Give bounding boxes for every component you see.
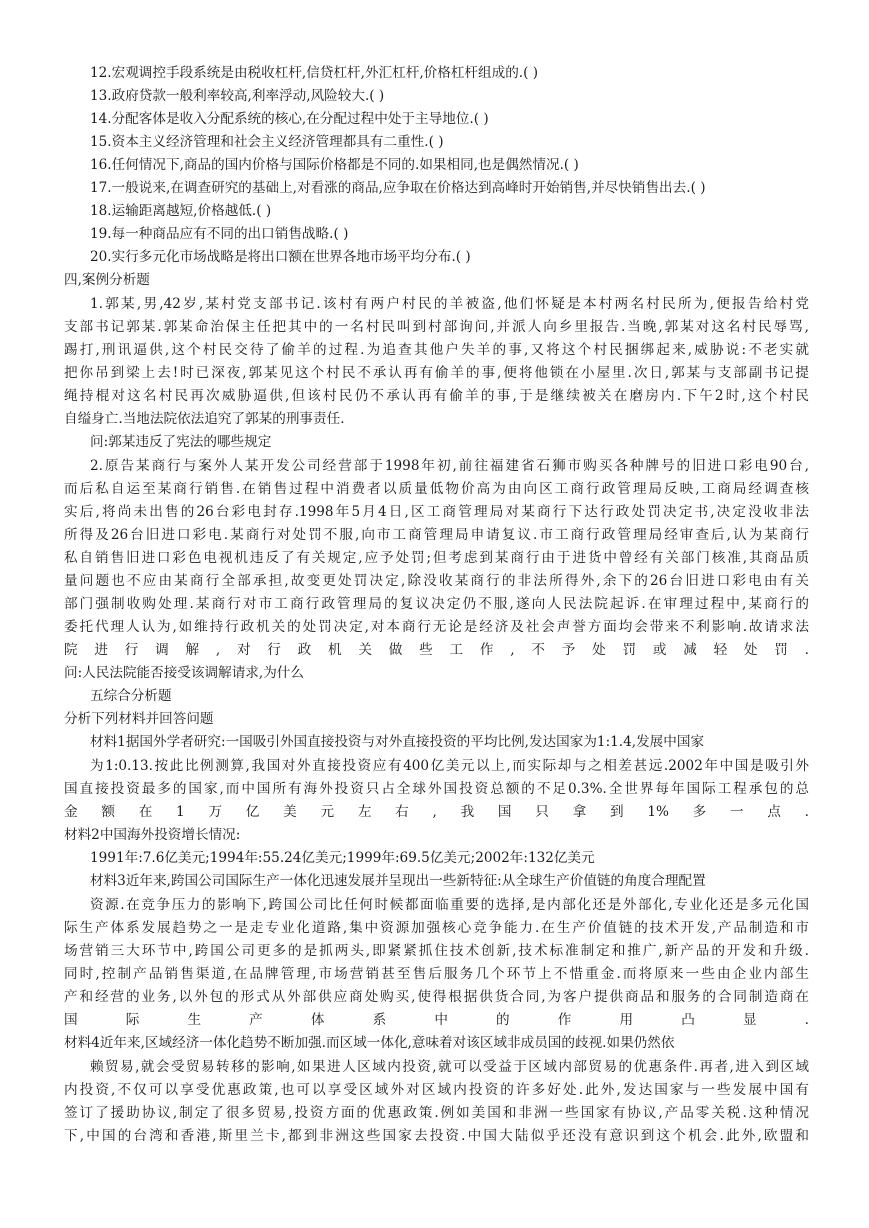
question-16: 16.任何情况下,商品的国内价格与国际价格都是不同的.如果相同,也是偶然情况.( ) [90, 157, 579, 173]
case-1-line: 自缢身亡.当地法院依法追究了郭某的刑事责任. [64, 411, 345, 427]
question-20: 20.实行多元化市场战略是将出口额在世界各地市场平均分布.( ) [90, 249, 471, 265]
case-2-line: 所得及26台旧进口彩电.某商行对处罚不服,向市工商管理局申请复议.市工商行政管理局经审查后,认为某商行 [64, 527, 809, 543]
section-heading-comprehensive: 分析下列材料并回答问题 [64, 711, 214, 727]
material-3-line: 资源.在竞争压力的影响下,跨国公司比任何时候都面临重要的选择,是内部化还是外部化,专业化还是多元化国 [90, 897, 809, 913]
material-1-line: 国直接投资最多的国家,而中国所有海外投资只占全球外国投资总额的不足0.3%.全世界每年国际工程承包的总 [64, 781, 809, 797]
case-1-line: 1.郭某,男,42岁,某村党支部书记.该村有两户村民的羊被盗,他们怀疑是本村两名村民所为,便报告给村党 [90, 296, 809, 312]
case-2-line: 2.原告某商行与案外人某开发公司经营部于1998年初,前往福建省石狮市购买各种牌号的旧进口彩电90台, [90, 458, 809, 474]
material-2-title: 1991年:7.6亿美元;1994年:55.24亿美元;1999年:69.5亿美元;2002年:132亿美元 [90, 850, 595, 866]
case-1-line: 把你吊到梁上去!时已深夜,郭某见这个村民不承认再有偷羊的事,便将他锁在小屋里.次日,郭某与支部副书记提 [64, 365, 809, 381]
question-15: 15.资本主义经济管理和社会主义经济管理都具有二重性.( ) [90, 134, 444, 150]
case-2-question: 五综合分析题 [90, 688, 172, 704]
material-3-line: 材料4近年来,区域经济一体化趋势不断加强.而区域一体化,意味着对该区域非成员国的歧视.如果仍然依 [64, 1035, 675, 1051]
material-1-line: 金额在1万亿美元左右,我国只拿到1%多一点. [64, 804, 809, 820]
question-12: 12.宏观调控手段系统是由税收杠杆,信贷杠杆,外汇杠杆,价格杠杆组成的.( ) [90, 65, 539, 81]
question-19: 19.每一种商品应有不同的出口销售战略.( ) [90, 226, 349, 242]
case-2-line: 部门强制收购处理.某商行对市工商行政管理局的复议决定仍不服,遂向人民法院起诉.在审理过程中,某商行的 [64, 596, 809, 612]
case-1-line: 踢打,刑讯逼供,这个村民交待了偷羊的过程.为追查其他户失羊的事,又将这个村民捆绑起来,威胁说:不老实就 [64, 342, 809, 358]
case-1-question: 问:郭某违反了宪法的哪些规定 [90, 434, 272, 450]
case-1-line: 支部书记郭某.郭某命治保主任把其中的一名村民叫到村部询问,并派人向乡里报告.当晚,郭某对这名村民辱骂, [64, 319, 809, 335]
case-1-line: 绳持棍对这名村民再次威胁逼供,但该村民仍不承认再有偷羊的事,于是继续被关在磨房内.下午2时,这个村民 [64, 388, 809, 404]
material-1-line: 材料2中国海外投资增长情况: [64, 827, 241, 843]
material-3-line: 产和经营的业务,以外包的形式从外部供应商处购买,使得根据供货合同,为客户提供商品和服务的合同制造商在 [64, 989, 809, 1005]
instruction-text: 材料1据国外学者研究:一国吸引外国直接投资与对外直接投资的平均比例,发达国家为1:1.4,发展中国家 [90, 734, 705, 750]
material-4-line: 赖贸易,就会受贸易转移的影响,如果进人区域内投资,就可以受益于区域内部贸易的优惠条件.再者,进入到区域 [90, 1059, 809, 1075]
material-2-data: 材料3近年来,跨国公司国际生产一体化迅速发展并呈现出一些新特征:从全球生产价值链的角度合理配置 [90, 873, 706, 889]
material-3-line: 国际生产体系中的作用凸显. [64, 1012, 809, 1028]
case-2-line: 量问题也不应由某商行全部承担,故变更处罚决定,除没收某商行的非法所得外,余下的26台旧进口彩电由有关 [64, 573, 809, 589]
case-2-line: 委托代理人认为,如维持行政机关的处罚决定,对本商行无论是经济及社会声誉方面均会带来不利影响.故请求法 [64, 619, 809, 635]
material-4-line: 下,中国的台湾和香港,斯里兰卡,都到非洲这些国家去投资.中国大陆似乎还没有意识到这个机会.此外,欧盟和 [64, 1128, 809, 1144]
question-13: 13.政府贷款一般利率较高,利率浮动,风险较大.( ) [90, 88, 385, 104]
case-2-line: 院进行调解,对行政机关做些工作,不予处罚或减轻处罚. [64, 642, 809, 658]
material-3-line: 际生产体系发展趋势之一是走专业化道路,集中资源加强核心竞争能力.在生产价值链的技术开发,产品制造和市 [64, 920, 809, 936]
material-3-line: 场营销三大环节中,跨国公司更多的是抓两头,即紧紧抓住技术创新,技术标准制定和推广,新产品的开发和升级. [64, 943, 809, 959]
material-4-line: 内投资,不仅可以享受优惠政策,也可以享受区域外对区域内投资的许多好处.此外,发达国家与一些发展中国有 [64, 1082, 809, 1098]
case-2-line: 而后私自运至某商行销售.在销售过程中消费者以质量低物价高为由向区工商行政管理局反映,工商局经调查核 [64, 481, 809, 497]
material-4-line: 签订了援助协议,制定了很多贸易,投资方面的优惠政策.例如美国和非洲一些国家有协议,产品零关税.这种情况 [64, 1105, 809, 1121]
question-14: 14.分配客体是收入分配系统的核心,在分配过程中处于主导地位.( ) [90, 111, 489, 127]
case-2-line: 实后,将尚未出售的26台彩电封存.1998年5月4日,区工商管理局对某商行下达行政处罚决定书,决定没收非法 [64, 504, 809, 520]
case-2-line: 问:人民法院能否接受该调解请求,为什么 [64, 665, 304, 681]
section-heading-case-analysis: 四,案例分析题 [64, 272, 150, 288]
question-18: 18.运输距离越短,价格越低.( ) [90, 203, 272, 219]
case-2-line: 私自销售旧进口彩色电视机违反了有关规定,应予处罚;但考虑到某商行由于进货中曾经有关部门核准,其商品质 [64, 550, 809, 566]
material-3-line: 同时,控制产品销售渠道,在品牌管理,市场营销甚至售后服务几个环节上不惜重金.而将原来一些由企业内部生 [64, 966, 809, 982]
question-17: 17.一般说来,在调查研究的基础上,对看涨的商品,应争取在价格达到高峰时开始销售,并尽快销售出去.( ) [90, 180, 706, 196]
material-1-line: 为1:0.13.按此比例测算,我国对外直接投资应有400亿美元以上,而实际却与之相差甚远.2002年中国是吸引外 [90, 758, 809, 774]
